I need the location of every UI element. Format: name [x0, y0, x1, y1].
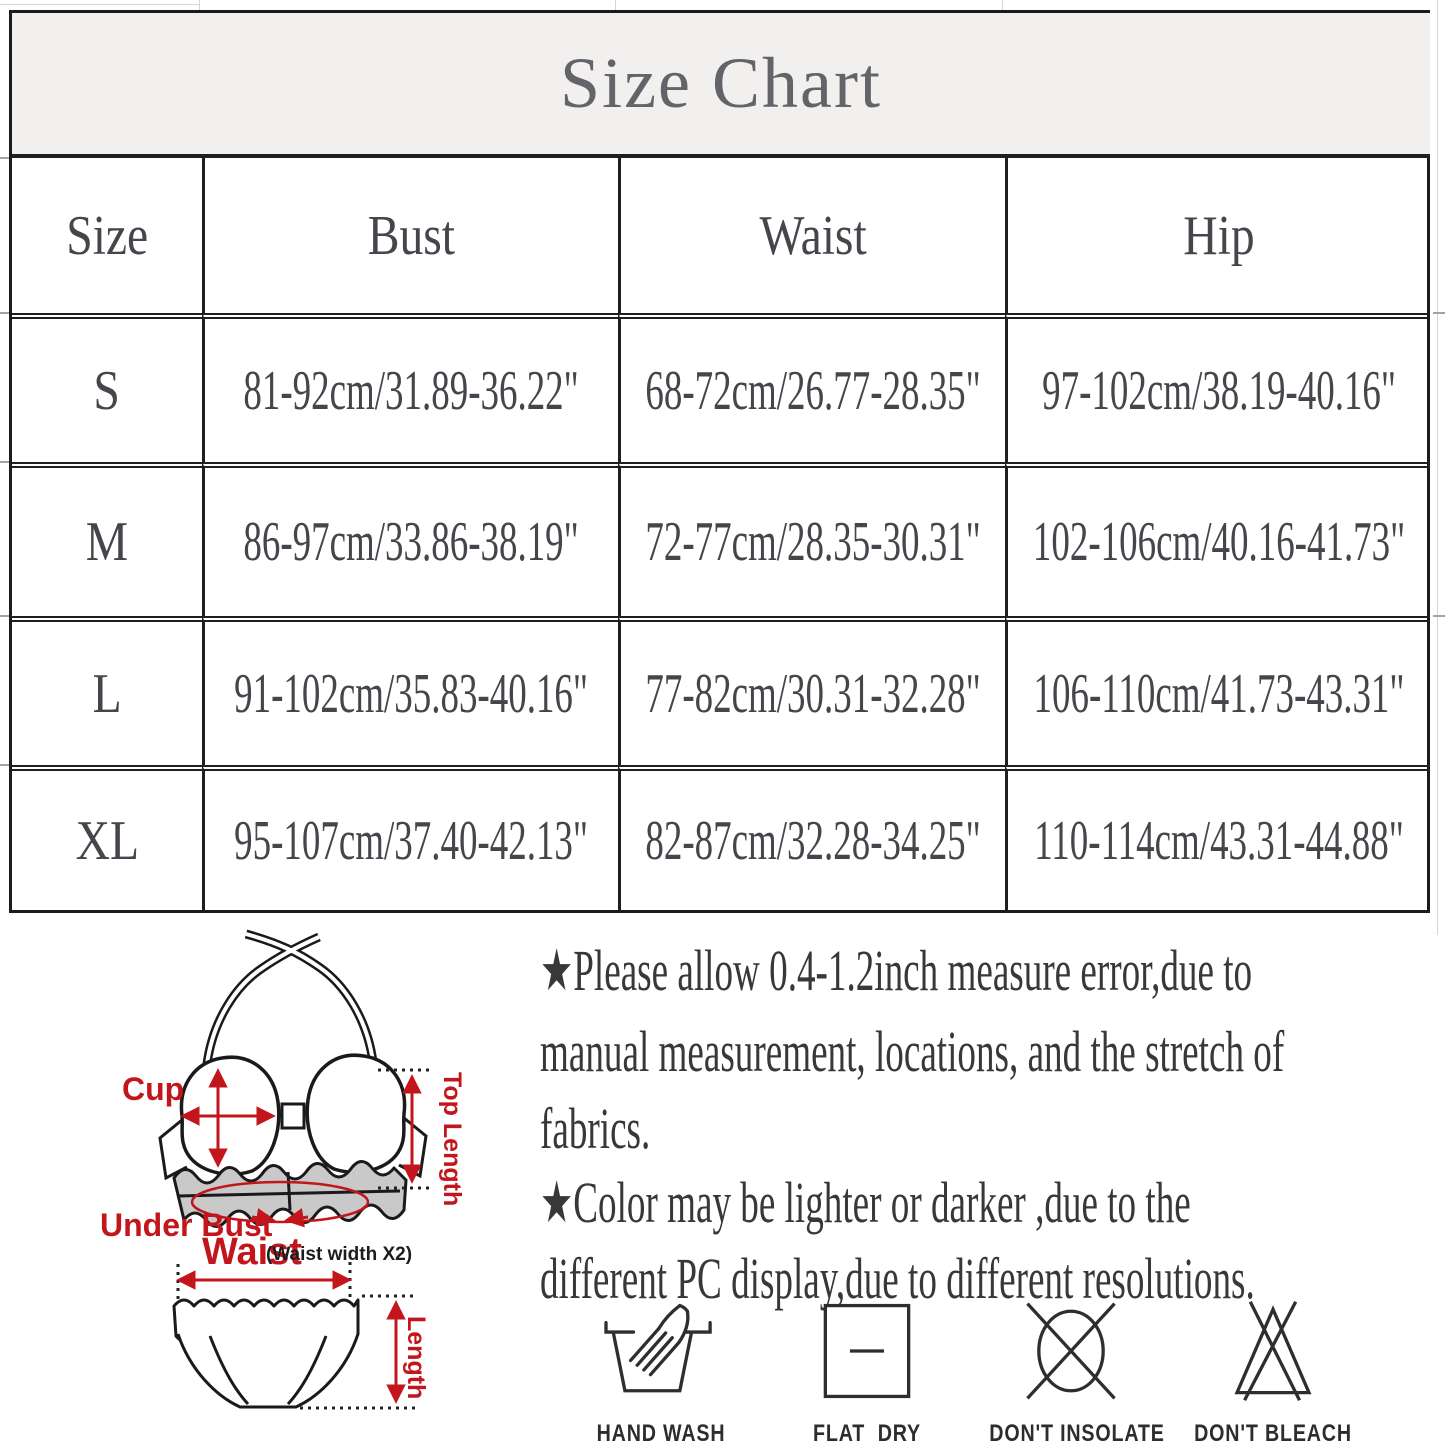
dont-bleach-icon	[1214, 1298, 1332, 1409]
waist-note-label: (Waist width X2)	[266, 1244, 413, 1265]
gridline-artifact	[0, 615, 9, 617]
size-table	[9, 10, 1430, 913]
cup-label: Cup	[122, 1071, 185, 1107]
note-line-5: different PC display,due to different resolutions.	[540, 1246, 1255, 1311]
cell-size-xl: XL	[12, 765, 202, 910]
under-bust-label: Under Bust	[100, 1207, 273, 1243]
gridline-artifact	[0, 4, 199, 5]
page-title: Size Chart	[560, 43, 882, 123]
right-cup	[307, 1055, 404, 1172]
cell-bust-l: 91-102cm/35.83-40.16"	[202, 616, 618, 765]
dont-bleach-label: DON'T BLEACH	[1194, 1420, 1352, 1445]
cell-waist-l: 77-82cm/30.31-32.28"	[618, 616, 1005, 765]
flat-dry-label: FLAT DRY	[813, 1420, 921, 1445]
note-line-4: ★Color may be lighter or darker ,due to the	[540, 1170, 1191, 1235]
band-center-seam	[288, 1172, 290, 1210]
gridline-artifact	[0, 461, 9, 463]
hand-wash-label: HAND WASH	[596, 1420, 726, 1445]
flat-dry-icon	[808, 1298, 926, 1409]
waist-label: Waist	[202, 1231, 302, 1273]
gridline-artifact	[1433, 615, 1445, 617]
cell-size-s: S	[12, 313, 202, 462]
cell-hip-s: 97-102cm/38.19-40.16"	[1005, 313, 1430, 462]
cell-bust-m: 86-97cm/33.86-38.19"	[202, 462, 618, 616]
cell-hip-l: 106-110cm/41.73-43.31"	[1005, 616, 1430, 765]
gridline-artifact	[0, 157, 9, 159]
cell-size-m: M	[12, 462, 202, 616]
table-title-band	[12, 13, 1430, 158]
top-length-label: Top Length	[438, 1072, 466, 1207]
cell-waist-xl: 82-87cm/32.28-34.25"	[618, 765, 1005, 910]
hand-wash-icon	[600, 1298, 718, 1409]
gridline-artifact	[199, 0, 200, 10]
briefs-outline	[178, 1334, 358, 1407]
length-label: Length	[402, 1316, 430, 1400]
note-line-2: manual measurement, locations, and the stretch of	[540, 1019, 1285, 1084]
dont-insolate-label: DON'T INSOLATE	[989, 1420, 1165, 1445]
dont-insolate-icon	[1012, 1298, 1130, 1409]
cell-hip-m: 102-106cm/40.16-41.73"	[1005, 462, 1430, 616]
note-line-1: ★Please allow 0.4-1.2inch measure error,due to	[540, 938, 1253, 1003]
cell-bust-xl: 95-107cm/37.40-42.13"	[202, 765, 618, 910]
cell-waist-s: 68-72cm/26.77-28.35"	[618, 313, 1005, 462]
halter-straps	[207, 934, 373, 1064]
column-header-waist: Waist	[618, 158, 1005, 313]
gridline-artifact	[1437, 0, 1438, 935]
cell-waist-m: 72-77cm/28.35-30.31"	[618, 462, 1005, 616]
gridline-artifact	[615, 0, 616, 10]
gridline-artifact	[1002, 0, 1003, 10]
cell-size-l: L	[12, 616, 202, 765]
cup-bridge	[282, 1104, 304, 1128]
gridline-artifact	[1433, 312, 1445, 314]
column-header-hip: Hip	[1005, 158, 1430, 313]
column-header-bust: Bust	[202, 158, 618, 313]
cell-bust-s: 81-92cm/31.89-36.22"	[202, 313, 618, 462]
column-header-size: Size	[66, 204, 148, 267]
gridline-artifact	[0, 312, 9, 314]
cell-hip-xl: 110-114cm/43.31-44.88"	[1005, 765, 1430, 910]
note-line-3: fabrics.	[540, 1096, 651, 1161]
bikini-measurement-diagram	[60, 920, 530, 1445]
gridline-artifact	[0, 764, 9, 766]
